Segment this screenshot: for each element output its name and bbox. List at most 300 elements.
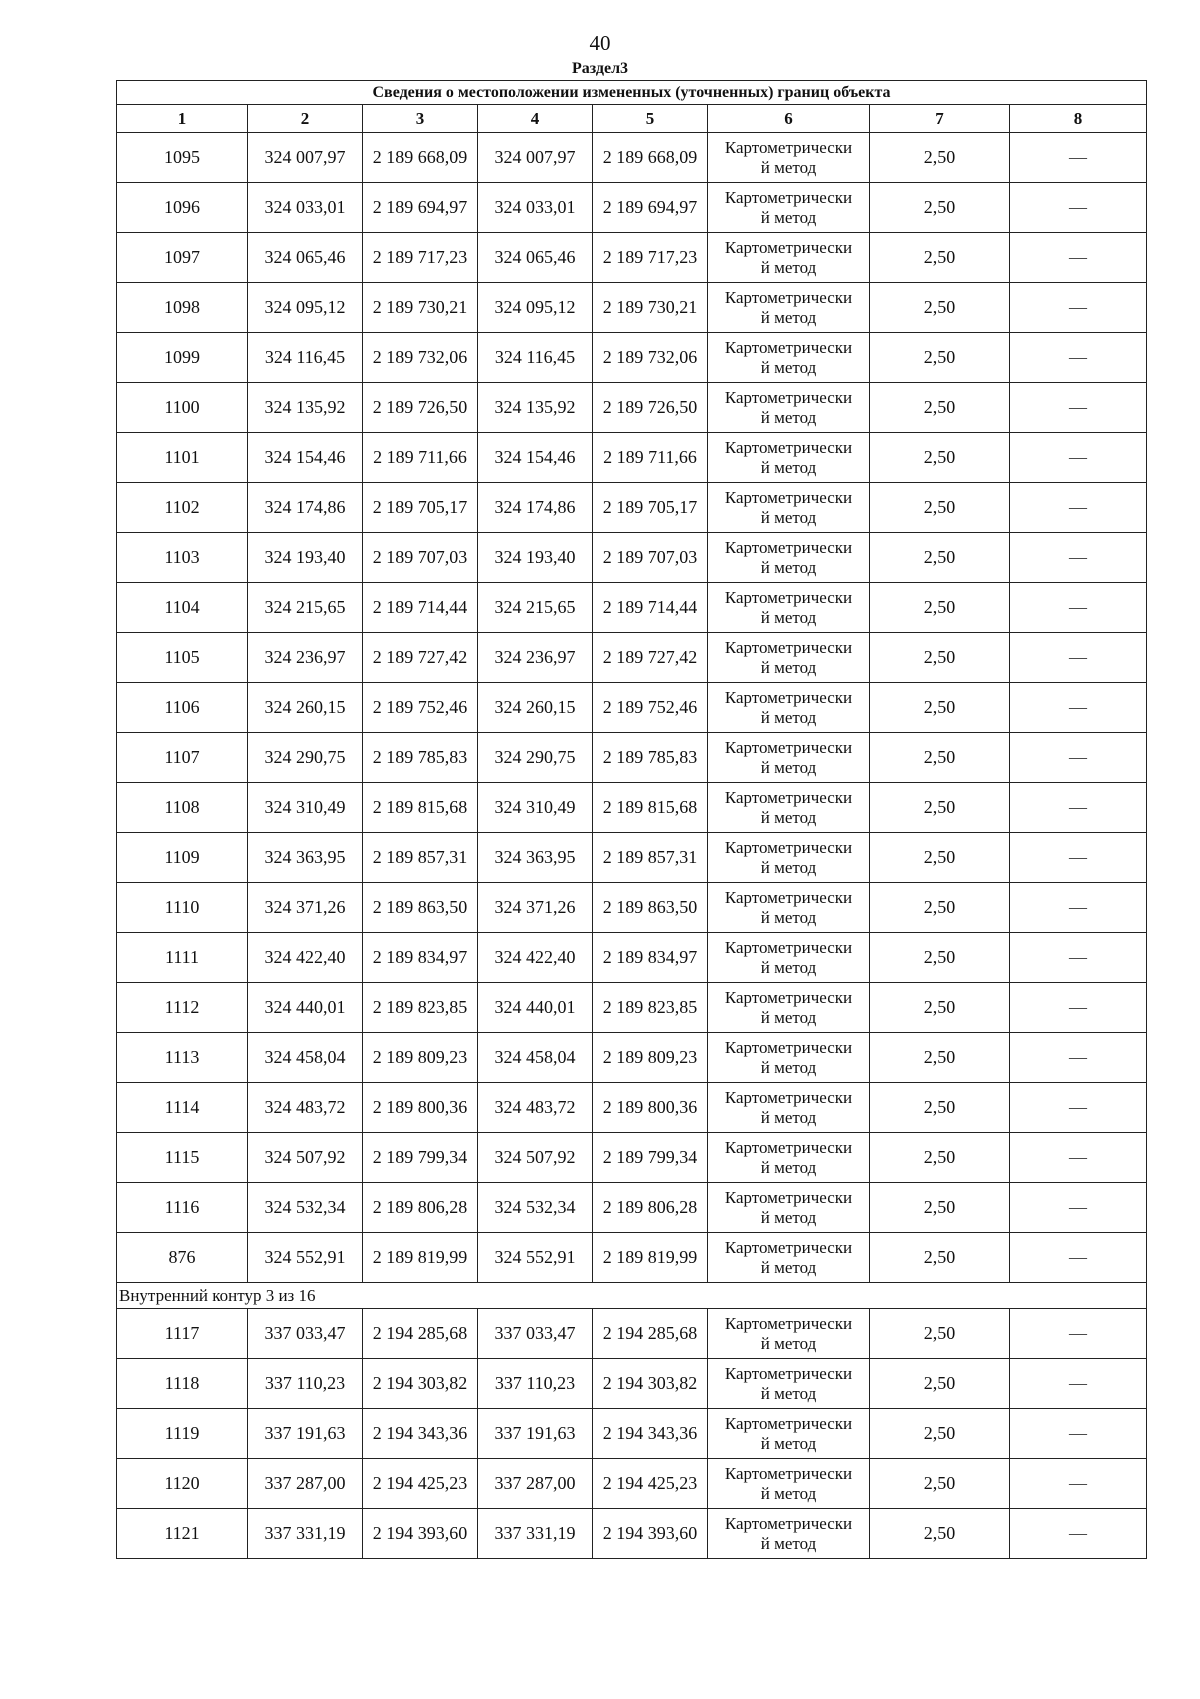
method-cell <box>708 733 870 783</box>
new-y-cell: 2 189 863,50 <box>593 883 708 933</box>
new-x-cell: 337 331,19 <box>478 1509 593 1559</box>
point-number-cell: 1117 <box>117 1309 248 1359</box>
accuracy-cell: 2,50 <box>870 1233 1010 1283</box>
new-y-cell: 2 189 834,97 <box>593 933 708 983</box>
table-row <box>117 133 1147 183</box>
existing-x-cell: 324 310,49 <box>248 783 363 833</box>
existing-y-cell: 2 194 285,68 <box>363 1309 478 1359</box>
table-row <box>117 883 1147 933</box>
accuracy-cell: 2,50 <box>870 1133 1010 1183</box>
description-cell: — <box>1010 733 1147 783</box>
contour-label: Внутренний контур 3 из 16 <box>117 1283 1147 1309</box>
method-line-1: Картометрически <box>724 137 853 157</box>
point-number-cell: 1095 <box>117 133 248 183</box>
method-cell <box>708 1459 870 1509</box>
table-row <box>117 183 1147 233</box>
existing-x-cell: 324 116,45 <box>248 333 363 383</box>
new-x-cell: 324 483,72 <box>478 1083 593 1133</box>
method-line-1: Картометрически <box>724 1363 853 1383</box>
description-cell: — <box>1010 1233 1147 1283</box>
method-line-1: Картометрически <box>724 787 853 807</box>
existing-y-cell: 2 189 717,23 <box>363 233 478 283</box>
method-line-2: й метод <box>760 1007 817 1027</box>
method-cell <box>708 133 870 183</box>
new-y-cell: 2 189 809,23 <box>593 1033 708 1083</box>
existing-x-cell: 324 532,34 <box>248 1183 363 1233</box>
existing-x-cell: 324 174,86 <box>248 483 363 533</box>
description-cell: — <box>1010 933 1147 983</box>
point-number-cell: 1099 <box>117 333 248 383</box>
existing-x-cell: 324 422,40 <box>248 933 363 983</box>
new-x-cell: 324 065,46 <box>478 233 593 283</box>
method-cell <box>708 883 870 933</box>
existing-y-cell: 2 189 752,46 <box>363 683 478 733</box>
existing-x-cell: 324 260,15 <box>248 683 363 733</box>
existing-y-cell: 2 189 823,85 <box>363 983 478 1033</box>
accuracy-cell: 2,50 <box>870 1509 1010 1559</box>
method-cell <box>708 1083 870 1133</box>
point-number-cell: 1120 <box>117 1459 248 1509</box>
table-row <box>117 1233 1147 1283</box>
new-y-cell: 2 189 714,44 <box>593 583 708 633</box>
column-header: 5 <box>593 105 708 133</box>
new-y-cell: 2 194 343,36 <box>593 1409 708 1459</box>
method-line-1: Картометрически <box>724 1037 853 1057</box>
accuracy-cell: 2,50 <box>870 383 1010 433</box>
method-cell <box>708 1033 870 1083</box>
point-number-cell: 1098 <box>117 283 248 333</box>
accuracy-cell: 2,50 <box>870 1359 1010 1409</box>
method-line-1: Картометрически <box>724 287 853 307</box>
existing-x-cell: 324 371,26 <box>248 883 363 933</box>
existing-y-cell: 2 189 806,28 <box>363 1183 478 1233</box>
existing-x-cell: 337 191,63 <box>248 1409 363 1459</box>
table-row <box>117 283 1147 333</box>
description-cell: — <box>1010 233 1147 283</box>
new-x-cell: 337 287,00 <box>478 1459 593 1509</box>
description-cell: — <box>1010 1459 1147 1509</box>
method-line-2: й метод <box>760 1207 817 1227</box>
existing-y-cell: 2 194 303,82 <box>363 1359 478 1409</box>
table-row <box>117 583 1147 633</box>
existing-y-cell: 2 189 694,97 <box>363 183 478 233</box>
new-x-cell: 324 033,01 <box>478 183 593 233</box>
existing-x-cell: 324 552,91 <box>248 1233 363 1283</box>
new-x-cell: 324 371,26 <box>478 883 593 933</box>
existing-y-cell: 2 189 714,44 <box>363 583 478 633</box>
table-row <box>117 983 1147 1033</box>
section-title: Раздел3 <box>571 60 629 77</box>
method-cell <box>708 833 870 883</box>
existing-x-cell: 324 236,97 <box>248 633 363 683</box>
new-y-cell: 2 189 727,42 <box>593 633 708 683</box>
existing-y-cell: 2 189 834,97 <box>363 933 478 983</box>
accuracy-cell: 2,50 <box>870 633 1010 683</box>
accuracy-cell: 2,50 <box>870 1183 1010 1233</box>
point-number-cell: 1113 <box>117 1033 248 1083</box>
new-x-cell: 324 007,97 <box>478 133 593 183</box>
method-line-1: Картометрически <box>724 1137 853 1157</box>
column-number-row <box>117 105 1147 133</box>
method-line-2: й метод <box>760 507 817 527</box>
table-row <box>117 833 1147 883</box>
column-header: 8 <box>1010 105 1147 133</box>
point-number-cell: 1116 <box>117 1183 248 1233</box>
method-line-1: Картометрически <box>724 1087 853 1107</box>
point-number-cell: 1119 <box>117 1409 248 1459</box>
description-cell: — <box>1010 433 1147 483</box>
method-line-1: Картометрически <box>724 687 853 707</box>
method-line-2: й метод <box>760 1533 817 1553</box>
method-line-2: й метод <box>760 807 817 827</box>
new-x-cell: 337 033,47 <box>478 1309 593 1359</box>
method-cell <box>708 1509 870 1559</box>
point-number-cell: 1097 <box>117 233 248 283</box>
existing-y-cell: 2 189 705,17 <box>363 483 478 533</box>
existing-x-cell: 324 290,75 <box>248 733 363 783</box>
existing-x-cell: 324 033,01 <box>248 183 363 233</box>
description-cell: — <box>1010 483 1147 533</box>
method-line-2: й метод <box>760 1057 817 1077</box>
existing-y-cell: 2 189 726,50 <box>363 383 478 433</box>
accuracy-cell: 2,50 <box>870 1083 1010 1133</box>
method-line-1: Картометрически <box>724 337 853 357</box>
new-y-cell: 2 194 425,23 <box>593 1459 708 1509</box>
existing-x-cell: 337 033,47 <box>248 1309 363 1359</box>
accuracy-cell: 2,50 <box>870 1459 1010 1509</box>
method-line-2: й метод <box>760 257 817 277</box>
method-line-2: й метод <box>760 1433 817 1453</box>
point-number-cell: 1105 <box>117 633 248 683</box>
new-y-cell: 2 189 799,34 <box>593 1133 708 1183</box>
method-line-1: Картометрически <box>724 437 853 457</box>
method-line-1: Картометрически <box>724 737 853 757</box>
new-y-cell: 2 189 823,85 <box>593 983 708 1033</box>
contour-heading-row <box>117 1283 1147 1309</box>
method-line-1: Картометрически <box>724 837 853 857</box>
new-x-cell: 324 507,92 <box>478 1133 593 1183</box>
method-cell <box>708 433 870 483</box>
method-line-1: Картометрически <box>724 637 853 657</box>
point-number-cell: 1104 <box>117 583 248 633</box>
existing-y-cell: 2 189 730,21 <box>363 283 478 333</box>
method-cell <box>708 783 870 833</box>
method-line-2: й метод <box>760 307 817 327</box>
new-y-cell: 2 189 707,03 <box>593 533 708 583</box>
method-line-2: й метод <box>760 1157 817 1177</box>
method-cell <box>708 233 870 283</box>
existing-y-cell: 2 189 819,99 <box>363 1233 478 1283</box>
table-row <box>117 933 1147 983</box>
description-cell: — <box>1010 833 1147 883</box>
new-x-cell: 324 422,40 <box>478 933 593 983</box>
point-number-cell: 1115 <box>117 1133 248 1183</box>
new-y-cell: 2 189 705,17 <box>593 483 708 533</box>
method-cell <box>708 283 870 333</box>
existing-y-cell: 2 189 668,09 <box>363 133 478 183</box>
column-header: 6 <box>708 105 870 133</box>
new-x-cell: 337 110,23 <box>478 1359 593 1409</box>
new-y-cell: 2 189 711,66 <box>593 433 708 483</box>
description-cell: — <box>1010 983 1147 1033</box>
point-number-cell: 1108 <box>117 783 248 833</box>
existing-y-cell: 2 194 425,23 <box>363 1459 478 1509</box>
new-x-cell: 324 552,91 <box>478 1233 593 1283</box>
method-cell <box>708 483 870 533</box>
accuracy-cell: 2,50 <box>870 783 1010 833</box>
existing-y-cell: 2 189 800,36 <box>363 1083 478 1133</box>
table-row <box>117 1359 1147 1409</box>
table-row <box>117 733 1147 783</box>
description-cell: — <box>1010 1359 1147 1409</box>
accuracy-cell: 2,50 <box>870 433 1010 483</box>
new-x-cell: 324 215,65 <box>478 583 593 633</box>
method-line-2: й метод <box>760 1257 817 1277</box>
new-x-cell: 324 363,95 <box>478 833 593 883</box>
table-row <box>117 783 1147 833</box>
existing-x-cell: 324 215,65 <box>248 583 363 633</box>
method-line-1: Картометрически <box>724 237 853 257</box>
accuracy-cell: 2,50 <box>870 1033 1010 1083</box>
new-y-cell: 2 189 717,23 <box>593 233 708 283</box>
point-number-cell: 1109 <box>117 833 248 883</box>
method-line-2: й метод <box>760 1107 817 1127</box>
existing-y-cell: 2 189 857,31 <box>363 833 478 883</box>
method-line-1: Картометрически <box>724 537 853 557</box>
new-x-cell: 324 095,12 <box>478 283 593 333</box>
column-header: 1 <box>117 105 248 133</box>
method-line-2: й метод <box>760 457 817 477</box>
new-x-cell: 324 458,04 <box>478 1033 593 1083</box>
new-y-cell: 2 189 819,99 <box>593 1233 708 1283</box>
point-number-cell: 1110 <box>117 883 248 933</box>
method-line-2: й метод <box>760 357 817 377</box>
table-row <box>117 1459 1147 1509</box>
new-x-cell: 324 532,34 <box>478 1183 593 1233</box>
new-y-cell: 2 189 694,97 <box>593 183 708 233</box>
accuracy-cell: 2,50 <box>870 483 1010 533</box>
point-number-cell: 1121 <box>117 1509 248 1559</box>
table-row <box>117 383 1147 433</box>
point-number-cell: 1102 <box>117 483 248 533</box>
description-cell: — <box>1010 183 1147 233</box>
accuracy-cell: 2,50 <box>870 683 1010 733</box>
description-cell: — <box>1010 283 1147 333</box>
existing-y-cell: 2 194 343,36 <box>363 1409 478 1459</box>
existing-y-cell: 2 189 809,23 <box>363 1033 478 1083</box>
method-line-1: Картометрически <box>724 487 853 507</box>
accuracy-cell: 2,50 <box>870 233 1010 283</box>
new-y-cell: 2 194 303,82 <box>593 1359 708 1409</box>
method-line-2: й метод <box>760 957 817 977</box>
new-y-cell: 2 189 857,31 <box>593 833 708 883</box>
method-cell <box>708 1133 870 1183</box>
method-line-2: й метод <box>760 907 817 927</box>
method-line-1: Картометрически <box>724 1237 853 1257</box>
method-cell <box>708 183 870 233</box>
method-line-2: й метод <box>760 1333 817 1353</box>
existing-y-cell: 2 189 799,34 <box>363 1133 478 1183</box>
point-number-cell: 1106 <box>117 683 248 733</box>
method-line-1: Картометрически <box>724 1463 853 1483</box>
point-number-cell: 1101 <box>117 433 248 483</box>
new-y-cell: 2 194 285,68 <box>593 1309 708 1359</box>
description-cell: — <box>1010 133 1147 183</box>
method-cell <box>708 683 870 733</box>
point-number-cell: 1112 <box>117 983 248 1033</box>
method-cell <box>708 633 870 683</box>
accuracy-cell: 2,50 <box>870 333 1010 383</box>
new-x-cell: 324 236,97 <box>478 633 593 683</box>
table-row <box>117 1509 1147 1559</box>
point-number-cell: 876 <box>117 1233 248 1283</box>
table-row <box>117 1033 1147 1083</box>
method-cell <box>708 1183 870 1233</box>
new-x-cell: 324 440,01 <box>478 983 593 1033</box>
table-row <box>117 1133 1147 1183</box>
method-line-1: Картометрически <box>724 1187 853 1207</box>
description-cell: — <box>1010 333 1147 383</box>
new-x-cell: 324 116,45 <box>478 333 593 383</box>
existing-x-cell: 337 287,00 <box>248 1459 363 1509</box>
new-y-cell: 2 189 668,09 <box>593 133 708 183</box>
description-cell: — <box>1010 1509 1147 1559</box>
method-cell <box>708 1309 870 1359</box>
method-line-2: й метод <box>760 857 817 877</box>
method-line-2: й метод <box>760 407 817 427</box>
existing-y-cell: 2 194 393,60 <box>363 1509 478 1559</box>
table-row <box>117 233 1147 283</box>
method-line-2: й метод <box>760 1483 817 1503</box>
existing-x-cell: 324 507,92 <box>248 1133 363 1183</box>
description-cell: — <box>1010 1409 1147 1459</box>
description-cell: — <box>1010 883 1147 933</box>
description-cell: — <box>1010 1309 1147 1359</box>
new-x-cell: 324 310,49 <box>478 783 593 833</box>
method-line-2: й метод <box>760 757 817 777</box>
method-line-2: й метод <box>760 207 817 227</box>
description-cell: — <box>1010 1033 1147 1083</box>
description-cell: — <box>1010 383 1147 433</box>
table-row <box>117 483 1147 533</box>
new-x-cell: 324 260,15 <box>478 683 593 733</box>
column-header: 3 <box>363 105 478 133</box>
accuracy-cell: 2,50 <box>870 133 1010 183</box>
table-caption: Сведения о местоположении измененных (уточненных) границ объекта <box>117 81 1147 105</box>
method-line-1: Картометрически <box>724 887 853 907</box>
existing-x-cell: 324 363,95 <box>248 833 363 883</box>
accuracy-cell: 2,50 <box>870 833 1010 883</box>
point-number-cell: 1100 <box>117 383 248 433</box>
description-cell: — <box>1010 1083 1147 1133</box>
method-cell <box>708 383 870 433</box>
method-line-1: Картометрически <box>724 587 853 607</box>
existing-y-cell: 2 189 815,68 <box>363 783 478 833</box>
method-line-1: Картометрически <box>724 937 853 957</box>
method-line-1: Картометрически <box>724 1513 853 1533</box>
accuracy-cell: 2,50 <box>870 533 1010 583</box>
method-line-1: Картометрически <box>724 987 853 1007</box>
existing-y-cell: 2 189 785,83 <box>363 733 478 783</box>
table-row <box>117 333 1147 383</box>
column-header: 2 <box>248 105 363 133</box>
accuracy-cell: 2,50 <box>870 983 1010 1033</box>
existing-y-cell: 2 189 707,03 <box>363 533 478 583</box>
boundary-coordinates-table <box>116 80 1147 1559</box>
new-x-cell: 324 174,86 <box>478 483 593 533</box>
point-number-cell: 1096 <box>117 183 248 233</box>
point-number-cell: 1103 <box>117 533 248 583</box>
new-x-cell: 324 135,92 <box>478 383 593 433</box>
table-row <box>117 683 1147 733</box>
method-line-2: й метод <box>760 657 817 677</box>
method-cell <box>708 333 870 383</box>
existing-x-cell: 324 458,04 <box>248 1033 363 1083</box>
table-row <box>117 1183 1147 1233</box>
table-row <box>117 1083 1147 1133</box>
new-y-cell: 2 189 815,68 <box>593 783 708 833</box>
column-header: 7 <box>870 105 1010 133</box>
description-cell: — <box>1010 783 1147 833</box>
new-y-cell: 2 189 806,28 <box>593 1183 708 1233</box>
existing-x-cell: 337 110,23 <box>248 1359 363 1409</box>
point-number-cell: 1107 <box>117 733 248 783</box>
column-header: 4 <box>478 105 593 133</box>
existing-x-cell: 324 440,01 <box>248 983 363 1033</box>
accuracy-cell: 2,50 <box>870 883 1010 933</box>
existing-x-cell: 324 135,92 <box>248 383 363 433</box>
table-row <box>117 1309 1147 1359</box>
table-row <box>117 433 1147 483</box>
method-cell <box>708 533 870 583</box>
existing-y-cell: 2 189 732,06 <box>363 333 478 383</box>
method-cell <box>708 933 870 983</box>
method-line-2: й метод <box>760 607 817 627</box>
existing-x-cell: 337 331,19 <box>248 1509 363 1559</box>
method-line-2: й метод <box>760 707 817 727</box>
existing-y-cell: 2 189 863,50 <box>363 883 478 933</box>
method-line-1: Картометрически <box>724 1413 853 1433</box>
accuracy-cell: 2,50 <box>870 183 1010 233</box>
description-cell: — <box>1010 683 1147 733</box>
accuracy-cell: 2,50 <box>870 933 1010 983</box>
new-y-cell: 2 189 730,21 <box>593 283 708 333</box>
description-cell: — <box>1010 1133 1147 1183</box>
new-x-cell: 324 193,40 <box>478 533 593 583</box>
existing-y-cell: 2 189 727,42 <box>363 633 478 683</box>
description-cell: — <box>1010 633 1147 683</box>
description-cell: — <box>1010 1183 1147 1233</box>
new-y-cell: 2 194 393,60 <box>593 1509 708 1559</box>
method-line-2: й метод <box>760 1383 817 1403</box>
new-x-cell: 324 290,75 <box>478 733 593 783</box>
accuracy-cell: 2,50 <box>870 733 1010 783</box>
point-number-cell: 1118 <box>117 1359 248 1409</box>
method-cell <box>708 983 870 1033</box>
existing-x-cell: 324 154,46 <box>248 433 363 483</box>
method-cell <box>708 1359 870 1409</box>
existing-x-cell: 324 065,46 <box>248 233 363 283</box>
new-x-cell: 337 191,63 <box>478 1409 593 1459</box>
existing-x-cell: 324 483,72 <box>248 1083 363 1133</box>
table-row <box>117 1409 1147 1459</box>
description-cell: — <box>1010 583 1147 633</box>
method-line-1: Картометрически <box>724 187 853 207</box>
table-row <box>117 633 1147 683</box>
new-y-cell: 2 189 732,06 <box>593 333 708 383</box>
new-y-cell: 2 189 785,83 <box>593 733 708 783</box>
point-number-cell: 1114 <box>117 1083 248 1133</box>
